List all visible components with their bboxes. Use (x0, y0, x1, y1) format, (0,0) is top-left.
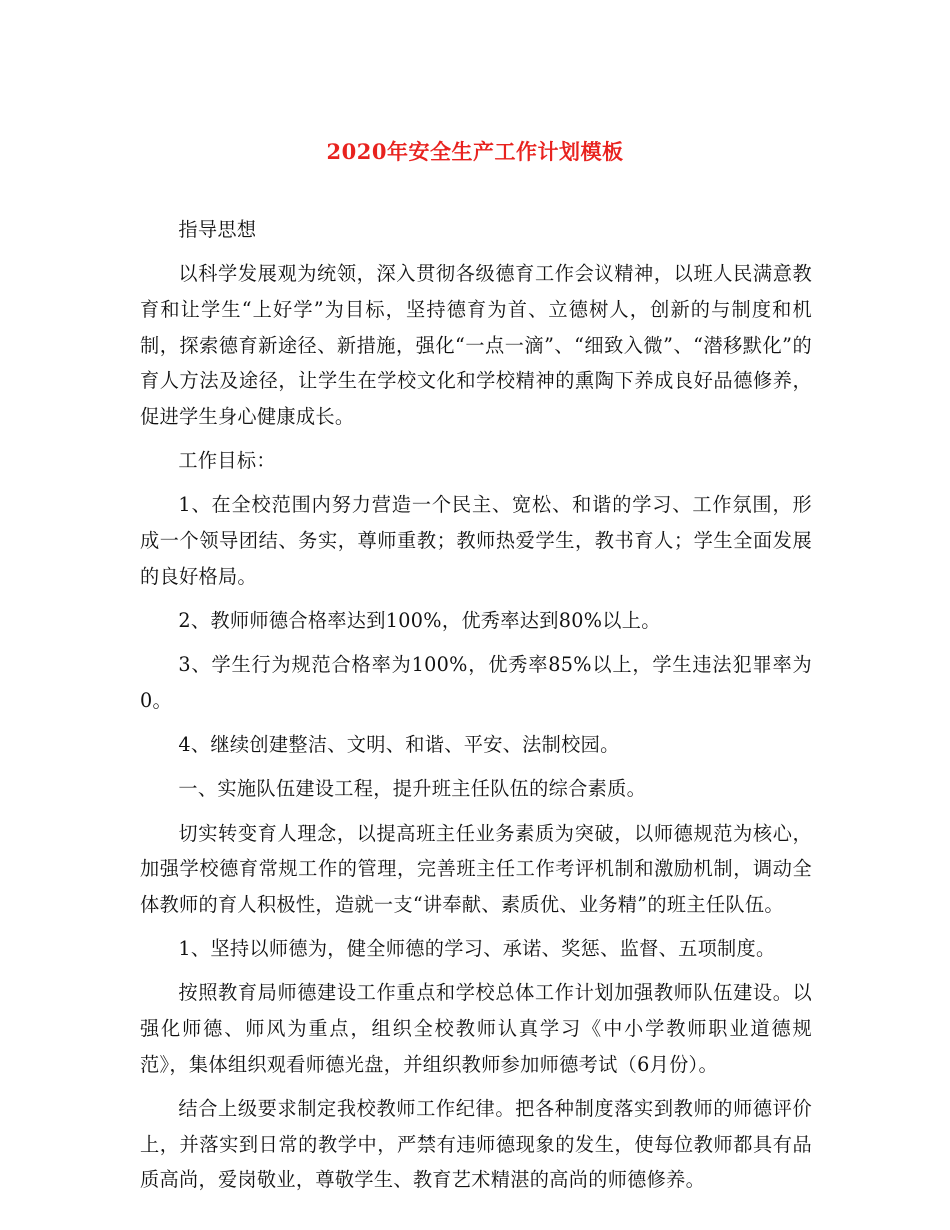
paragraph-guiding-ideology: 以科学发展观为统领，深入贯彻各级德育工作会议精神，以班人民满意教育和让学生“上好学”为目标，坚持德育为首、立德树人，创新的与制度和机制，探索德育新途径、新措施，强化“一点一滴”、“细致入微”、“潜移默化”的育人方法及途径，让学生在学校文化和学校精神的熏陶下养成良好品德修养，促进学生身心健康成长。 (140, 262, 812, 429)
paragraph-discipline: 结合上级要求制定我校教师工作纪律。把各种制度落实到教师的师德评价上，并落实到日常的教学中，严禁有违师德现象的发生，使每位教师都具有品质高尚，爱岗敬业，尊敬学生、教育艺术精湛的高尚的师德修养。 (140, 1096, 812, 1192)
document-body (140, 212, 812, 1207)
paragraph-goal-4: 4、继续创建整洁、文明、和谐、平安、法制校园。 (178, 733, 620, 757)
paragraph-guiding-ideology-heading: 指导思想 (178, 218, 257, 241)
paragraph-goal-3: 3、学生行为规范合格率为100%，优秀率85%以上，学生违法犯罪率为0。 (140, 653, 812, 712)
paragraph-goal-2: 2、教师师德合格率达到100%，优秀率达到80%以上。 (178, 609, 661, 633)
paragraph-section-1-intro: 切实转变育人理念，以提高班主任业务素质为突破，以师德规范为核心，加强学校德育常规工作的管理，完善班主任工作考评机制和激励机制，调动全体教师的育人积极性，造就一支“讲奉献、素质优、业务精”的班主任队伍。 (140, 821, 812, 916)
paragraph-work-goals-heading: 工作目标： (178, 449, 276, 473)
paragraph-section-1-heading: 一、实施队伍建设工程，提升班主任队伍的综合素质。 (178, 777, 647, 801)
paragraph-subsection-1-heading: 1、坚持以师德为，健全师德的学习、承诺、奖惩、监督、五项制度。 (178, 937, 776, 961)
paragraph-goal-1: 1、在全校范围内努力营造一个民主、宽松、和谐的学习、工作氛围，形成一个领导团结、务实，尊师重教；教师热爱学生，教书育人；学生全面发展的良好格局。 (140, 493, 812, 588)
paragraph-subsection-1-body: 按照教育局师德建设工作重点和学校总体工作计划加强教师队伍建设。以强化师德、师风为重点，组织全校教师认真学习《中小学教师职业道德规范》，集体组织观看师德光盘，并组织教师参加师德考试（6月份）。 (140, 981, 812, 1076)
document-title: 2020年安全生产工作计划模板 (326, 139, 624, 164)
